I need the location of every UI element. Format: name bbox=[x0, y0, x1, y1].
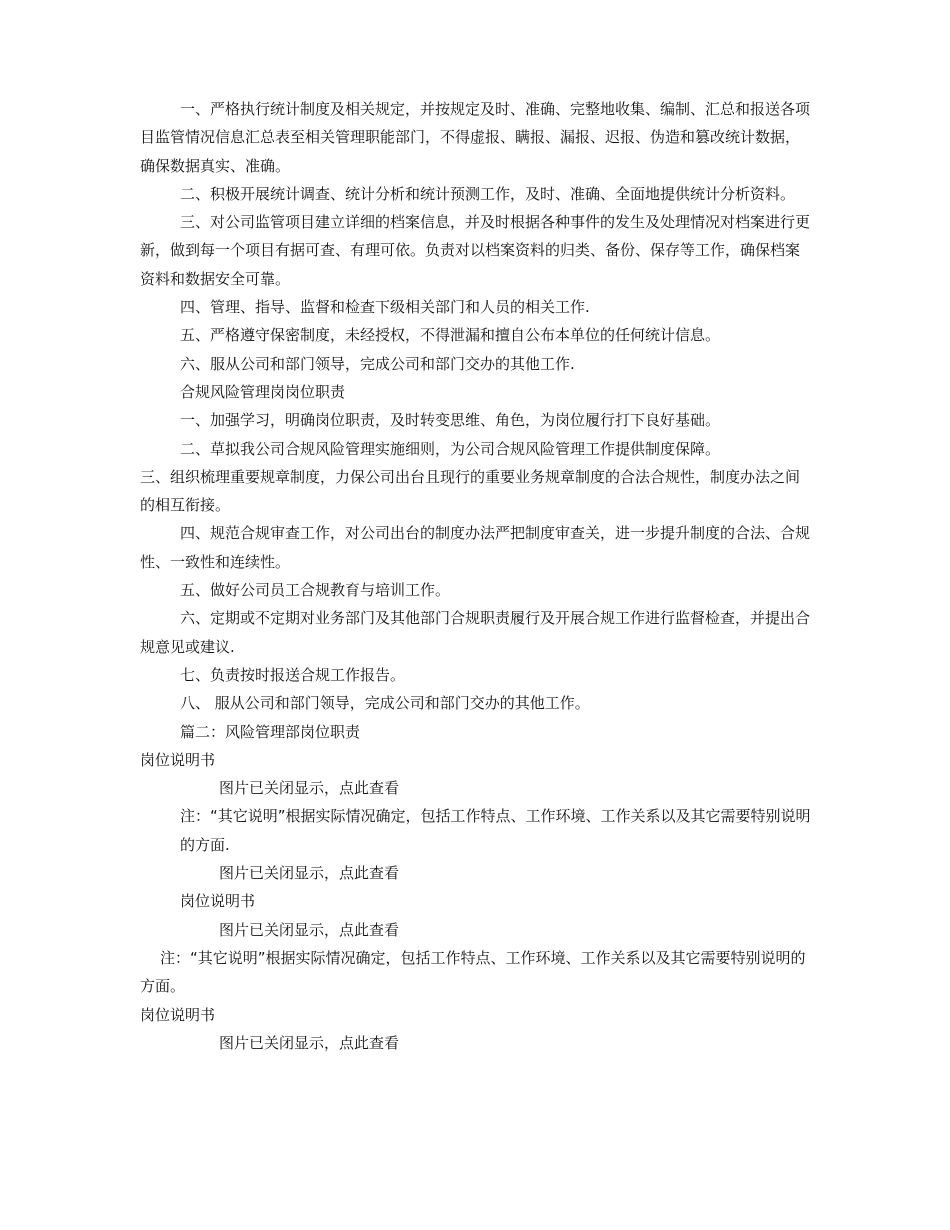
note-paragraph: 注：“其它说明”根据实际情况确定，包括工作特点、工作环境、工作关系以及其它需要特别说明的方面. bbox=[180, 807, 811, 854]
section-heading: 岗位说明书 bbox=[140, 750, 216, 769]
image-placeholder-link[interactable]: 图片已关闭显示，点此查看 bbox=[219, 920, 400, 939]
paragraph: 二、草拟我公司合规风险管理实施细则，为公司合规风险管理工作提供制度保障。 bbox=[180, 439, 721, 458]
image-placeholder-link[interactable]: 图片已关闭显示，点此查看 bbox=[219, 779, 400, 798]
section-heading: 岗位说明书 bbox=[180, 892, 256, 911]
paragraph: 六、服从公司和部门领导，完成公司和部门交办的其他工作. bbox=[180, 354, 575, 373]
paragraph: 六、定期或不定期对业务部门及其他部门合规职责履行及开展合规工作进行监督检查，并提出合规意见或建议. bbox=[140, 609, 811, 656]
paragraph: 四、规范合规审查工作，对公司出台的制度办法严把制度审查关，进一步提升制度的合法、合规性、一致性和连续性。 bbox=[140, 524, 811, 571]
paragraph: 一、严格执行统计制度及相关规定，并按规定及时、准确、完整地收集、编制、汇总和报送各项目监管情况信息汇总表至相关管理职能部门，不得虚报、瞒报、漏报、迟报、伪造和篡改统计数据，确保数据真实、准确。 bbox=[140, 100, 811, 175]
paragraph: 八、 服从公司和部门领导，完成公司和部门交办的其他工作。 bbox=[180, 694, 590, 713]
paragraph: 五、严格遵守保密制度，未经授权，不得泄漏和擅自公布本单位的任何统计信息。 bbox=[180, 326, 721, 345]
section-heading: 篇二：风险管理部岗位职责 bbox=[180, 722, 361, 741]
document-body bbox=[140, 95, 812, 1057]
paragraph: 三、对公司监管项目建立详细的档案信息，并及时根据各种事件的发生及处理情况对档案进行更新，做到每一个项目有据可查、有理可依。负责对以档案资料的归类、备份、保存等工作，确保档案资料和数据安全可靠。 bbox=[140, 213, 811, 288]
section-heading: 岗位说明书 bbox=[140, 1005, 216, 1024]
paragraph: 三、组织梳理重要规章制度，力保公司出台且现行的重要业务规章制度的合法合规性，制度办法之间的相互衔接。 bbox=[140, 467, 801, 515]
image-placeholder-link[interactable]: 图片已关闭显示，点此查看 bbox=[219, 1033, 400, 1052]
paragraph: 四、管理、指导、监督和检查下级相关部门和人员的相关工作. bbox=[180, 298, 590, 317]
image-placeholder-link[interactable]: 图片已关闭显示，点此查看 bbox=[219, 864, 400, 883]
paragraph: 二、积极开展统计调查、统计分析和统计预测工作，及时、准确、全面地提供统计分析资料。 bbox=[180, 184, 796, 203]
paragraph: 五、做好公司员工合规教育与培训工作。 bbox=[180, 581, 451, 600]
note-paragraph: 注：“其它说明”根据实际情况确定，包括工作特点、工作环境、工作关系以及其它需要特别说明的方面。 bbox=[140, 948, 806, 996]
paragraph: 一、加强学习，明确岗位职责，及时转变思维、角色，为岗位履行打下良好基础。 bbox=[180, 411, 721, 430]
paragraph: 七、负责按时报送合规工作报告。 bbox=[180, 665, 406, 684]
section-heading: 合规风险管理岗岗位职责 bbox=[180, 382, 346, 401]
